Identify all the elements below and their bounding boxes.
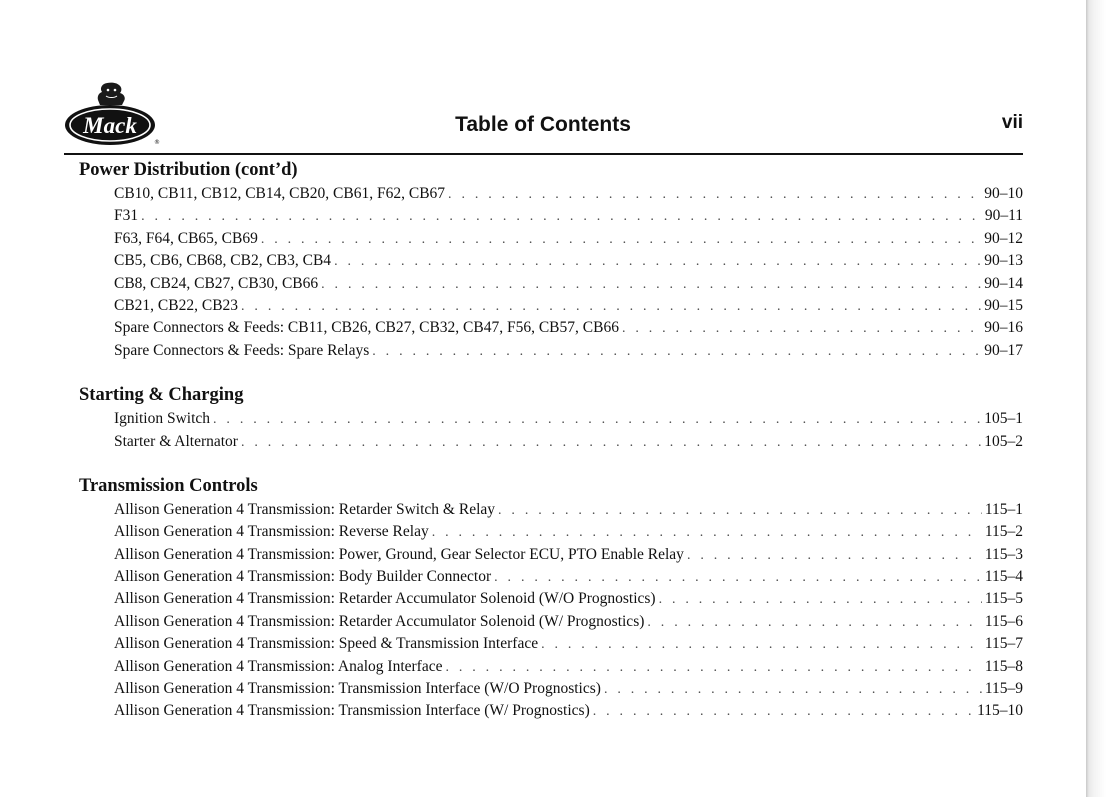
entry-label: F31 <box>114 207 139 225</box>
entry-page: 90–17 <box>984 341 1023 359</box>
entry-page: 115–6 <box>984 612 1023 630</box>
toc-entry[interactable] <box>114 317 1023 339</box>
entry-label: CB10, CB11, CB12, CB14, CB20, CB61, F62, CB67 <box>114 185 446 202</box>
entry-label: Allison Generation 4 Transmission: Retarder Accumulator Solenoid (W/O Prognostics) <box>114 590 656 608</box>
dot-leader <box>321 274 981 295</box>
entry-label: CB8, CB24, CB27, CB30, CB66 <box>114 274 319 292</box>
entry-page: 115–4 <box>984 568 1023 586</box>
entry-label: Allison Generation 4 Transmission: Transmission Interface (W/ Prognostics) <box>114 702 590 720</box>
entry-page: 105–2 <box>984 432 1023 450</box>
dot-leader <box>448 184 981 205</box>
entry-label: Allison Generation 4 Transmission: Speed & Transmission Interface <box>114 635 539 653</box>
toc-entry[interactable] <box>114 566 1023 588</box>
entry-page: 115–8 <box>984 657 1023 675</box>
toc-entry[interactable] <box>114 700 1023 722</box>
dot-leader <box>498 500 982 521</box>
entry-label: CB5, CB6, CB68, CB2, CB3, CB4 <box>114 252 332 270</box>
dot-leader <box>334 251 981 272</box>
page-edge-shadow <box>1086 0 1106 797</box>
entry-page: 90–15 <box>984 296 1023 314</box>
bulldog-icon <box>98 83 125 105</box>
entry-page: 115–10 <box>977 702 1023 720</box>
entry-page: 115–2 <box>984 523 1023 541</box>
dot-leader <box>541 634 982 655</box>
toc-entry[interactable] <box>114 588 1023 610</box>
toc-entry[interactable] <box>114 521 1023 543</box>
toc-entry[interactable] <box>114 228 1023 250</box>
section-heading: Power Distribution (cont’d) <box>79 160 298 180</box>
entry-label: Ignition Switch <box>114 410 211 428</box>
entry-page: 115–9 <box>984 680 1023 698</box>
header-rule <box>64 153 1023 155</box>
toc-entry[interactable] <box>114 408 1023 430</box>
section-heading: Starting & Charging <box>79 385 244 406</box>
toc-entry[interactable] <box>114 431 1023 453</box>
toc-entry[interactable] <box>114 611 1023 633</box>
entry-page: 115–3 <box>984 545 1023 563</box>
entry-label: Allison Generation 4 Transmission: Transmission Interface (W/O Prognostics) <box>114 680 601 698</box>
toc-entry[interactable] <box>114 273 1023 295</box>
entry-label: Allison Generation 4 Transmission: Retarder Accumulator Solenoid (W/ Prognostics) <box>114 612 645 630</box>
toc-entry[interactable] <box>114 678 1023 700</box>
entry-label: Spare Connectors & Feeds: Spare Relays <box>114 341 370 359</box>
entry-label: F63, F64, CB65, CB69 <box>114 229 258 247</box>
dot-leader <box>593 701 974 722</box>
toc-entry[interactable] <box>114 205 1023 227</box>
section-heading: Transmission Controls <box>79 475 258 496</box>
entry-page: 105–1 <box>984 410 1023 428</box>
dot-leader <box>445 657 981 678</box>
entry-label: Allison Generation 4 Transmission: Reverse Relay <box>114 523 429 541</box>
entry-label: Allison Generation 4 Transmission: Retarder Switch & Relay <box>114 500 496 518</box>
entry-page: 90–12 <box>984 229 1023 247</box>
dot-leader <box>659 589 982 610</box>
dot-leader <box>687 545 982 566</box>
svg-text:®: ® <box>154 139 160 146</box>
entry-page: 90–11 <box>984 207 1023 225</box>
dot-leader <box>141 206 982 227</box>
dot-leader <box>261 229 981 250</box>
table-of-contents <box>79 157 1023 723</box>
toc-entry[interactable] <box>114 250 1023 272</box>
entry-page: 115–5 <box>984 590 1023 608</box>
toc-entry[interactable] <box>114 183 1023 205</box>
section-spacer <box>79 362 1023 382</box>
toc-entry[interactable] <box>114 340 1023 362</box>
entry-page: 90–16 <box>984 319 1023 337</box>
toc-entry[interactable] <box>114 633 1023 655</box>
page-title: Table of Contents <box>455 113 631 136</box>
entry-page: 90–10 <box>984 185 1023 202</box>
dot-leader <box>622 318 981 339</box>
dot-leader <box>372 341 981 362</box>
dot-leader <box>432 522 982 543</box>
entry-label: Allison Generation 4 Transmission: Analog Interface <box>114 657 443 675</box>
dot-leader <box>604 679 982 700</box>
dot-leader <box>494 567 982 588</box>
dot-leader <box>241 296 981 317</box>
section-spacer <box>79 453 1023 473</box>
toc-entry[interactable] <box>114 544 1023 566</box>
page-number: vii <box>1001 112 1023 133</box>
entry-page: 90–14 <box>984 274 1023 292</box>
entry-label: Starter & Alternator <box>114 432 238 450</box>
entry-label: Allison Generation 4 Transmission: Body Builder Connector <box>114 568 492 586</box>
dot-leader <box>241 432 981 453</box>
toc-entry[interactable] <box>114 295 1023 317</box>
logo-wordmark: Mack <box>83 113 137 138</box>
entry-page: 115–7 <box>984 635 1023 653</box>
entry-label: Spare Connectors & Feeds: CB11, CB26, CB27, CB32, CB47, F56, CB57, CB66 <box>114 319 619 337</box>
toc-entry[interactable] <box>114 499 1023 521</box>
toc-entry[interactable] <box>114 656 1023 678</box>
dot-leader <box>213 409 981 430</box>
entry-page: 115–1 <box>984 500 1023 518</box>
dot-leader <box>647 612 981 633</box>
entry-label: Allison Generation 4 Transmission: Power, Ground, Gear Selector ECU, PTO Enable Relay <box>114 545 684 563</box>
entry-label: CB21, CB22, CB23 <box>114 296 239 314</box>
entry-page: 90–13 <box>984 252 1023 270</box>
